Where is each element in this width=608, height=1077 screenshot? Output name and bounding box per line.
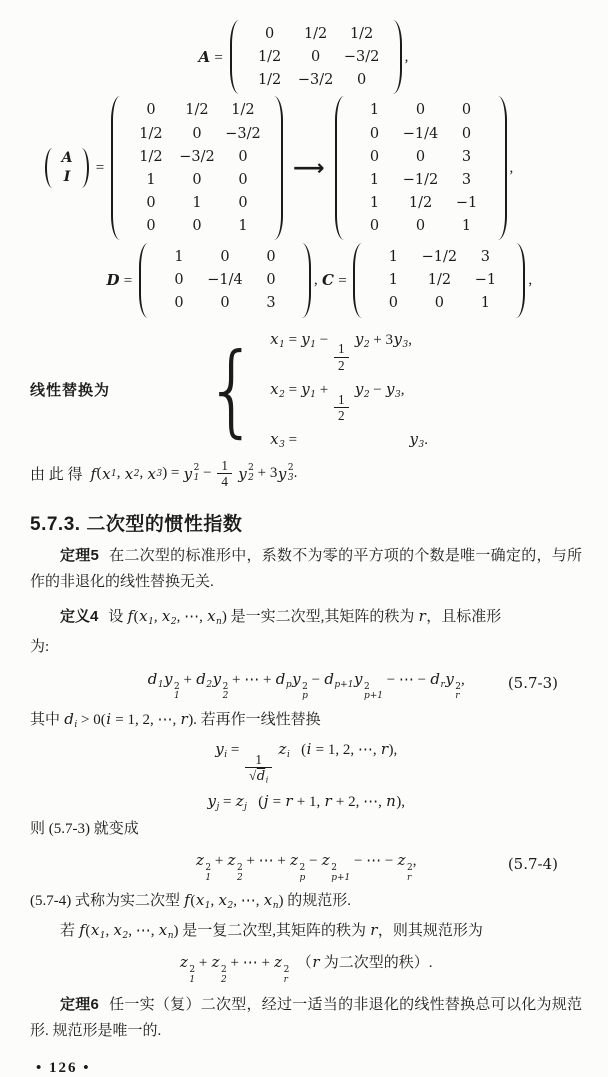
equation-row-reduction: [42, 96, 582, 240]
matrix-ai-reduced: 1 0 0 0 −1/4 0 0 0 3 1 −1/2 3 1 1/2 −1 0 0 1: [335, 96, 507, 240]
substitution-line-1: $x_1 = y_1$ − $\frac{1}{2}$ $y_2 + 3y_3$,: [270, 329, 412, 373]
matrix-a-comma: ,: [404, 48, 409, 65]
equation-tag-5-7-4: (5.7-4): [507, 855, 558, 874]
equation-matrices-d-c: [106, 243, 582, 317]
matrix-a: 0 1/2 1/2 1/2 0 −3/2 1/2 −3/2 0: [230, 20, 402, 94]
equation-5-7-4-body: z 2 1 + z 2 2 + ⋯ + z 2 p − z 2 p+1 − ⋯ − z 2 r ,: [195, 851, 417, 883]
theorem-6-paragraph: [30, 992, 582, 1045]
matrix-c: 1 −1/2 3 1 1/2 −1 0 0 1: [353, 243, 525, 317]
matrix-d: 1 0 0 0 −1/4 0 0 0 3: [139, 243, 311, 317]
complex-canonical-equation: z 2 1 + z 2 2 + ⋯ + z 2 r （r 为二次型的秩）.: [179, 953, 433, 985]
system-brace-icon: {: [204, 330, 259, 448]
linear-substitution-block: [30, 330, 582, 450]
linear-substitution-label: 线性替换为: [30, 383, 111, 400]
matrix-ai-augmented: 0 1/2 1/2 1/2 0 −3/2 1/2 −3/2 0 1 0 0 0 1 0 0 0 1: [111, 96, 283, 240]
matrix-d-label: D =: [106, 270, 136, 289]
matrix-ai-stack-label: A I: [45, 148, 89, 188]
substitution-system: [200, 330, 428, 450]
matrix-a-label: A =: [198, 47, 227, 66]
equals-sign: =: [92, 159, 108, 176]
substitution-line-3: $x_3 = y_3$.: [270, 429, 429, 450]
theorem-5-paragraph: [30, 543, 582, 596]
then-line: 则 (5.7-3) 就变成: [30, 820, 139, 837]
equation-tag-5-7-3: (5.7-3): [507, 673, 558, 692]
matrix-c-comma: ,: [528, 271, 533, 288]
equation-5-7-3-body: $d_1y$ 2 1 + $d_2y$ 2 2 + ⋯ + $d_py$ 2 p − $d_{p+1}y$ 2 p+1 − ⋯ − $d_ry$ 2 r ,: [147, 669, 465, 702]
theorem-6-text: 任一实（复）二次型，经过一适当的非退化的线性替换总可以化为规范形. 规范形是唯一的.: [30, 996, 582, 1040]
equation-5-7-3: [30, 668, 582, 702]
definition-4-paragraph: [30, 603, 582, 631]
derived-form-line: 由 此 得 f ( x 1 , x 2 , x 3 ) = y 2 1 − $\frac{1}{4}$ y 2 2 + 3 y 2 3 .: [30, 457, 298, 490]
page-number: • 126 •: [36, 1060, 91, 1077]
definition-4-label: 定义4: [60, 607, 99, 625]
condition-line: 其中 $d_i > 0(i = 1$, 2, ⋯, r). 若再作一线性替换: [30, 709, 321, 730]
substitution-yi-equation: $y_i$ = $\frac{1}{√d_i}$ $z_i$ (i = 1, 2, ⋯, r),: [215, 740, 398, 785]
theorem-6-label: 定理6: [60, 995, 99, 1013]
matrix-ai-comma: ,: [509, 159, 514, 176]
definition-4-text: 设 $f(x_1$, $x_2$, ⋯, $x_n$) 是一实二次型,其矩阵的秩为 r，且标准形: [108, 606, 502, 627]
theorem-5-label: 定理5: [60, 547, 99, 565]
system-lines: [270, 330, 428, 450]
definition-4-continuation: 为:: [30, 639, 50, 656]
complex-form-line: 若 $f(x_1$, $x_2$, ⋯, $x_n$) 是一复二次型,其矩阵的秩为 r，则其规范形为: [60, 920, 483, 941]
substitution-yj-equation: $y_j = z_j$ (j = r + 1, r + 2, ⋯, n),: [207, 791, 406, 812]
matrix-c-label: C =: [321, 270, 351, 289]
matrix-separator: ,: [313, 271, 322, 288]
equation-matrix-a: [198, 20, 582, 94]
theorem-5-text: 在二次型的标准形中，系数不为零的平方项的个数是唯一确定的，与所作的非退化的线性替换无关.: [30, 548, 582, 591]
substitution-line-2: $x_2 = y_1$ + $\frac{1}{2}$ $y_2 - y_3$,: [270, 379, 405, 423]
row-reduce-arrow-icon: ⟶: [292, 155, 325, 181]
canonical-form-line: (5.7-4) 式称为实二次型 $f(x_1$, $x_2$, ⋯, $x_n$) 的规范形.: [30, 891, 351, 911]
section-heading: 5.7.3. 二次型的惯性指数: [30, 514, 243, 536]
equation-5-7-4: [30, 849, 582, 883]
